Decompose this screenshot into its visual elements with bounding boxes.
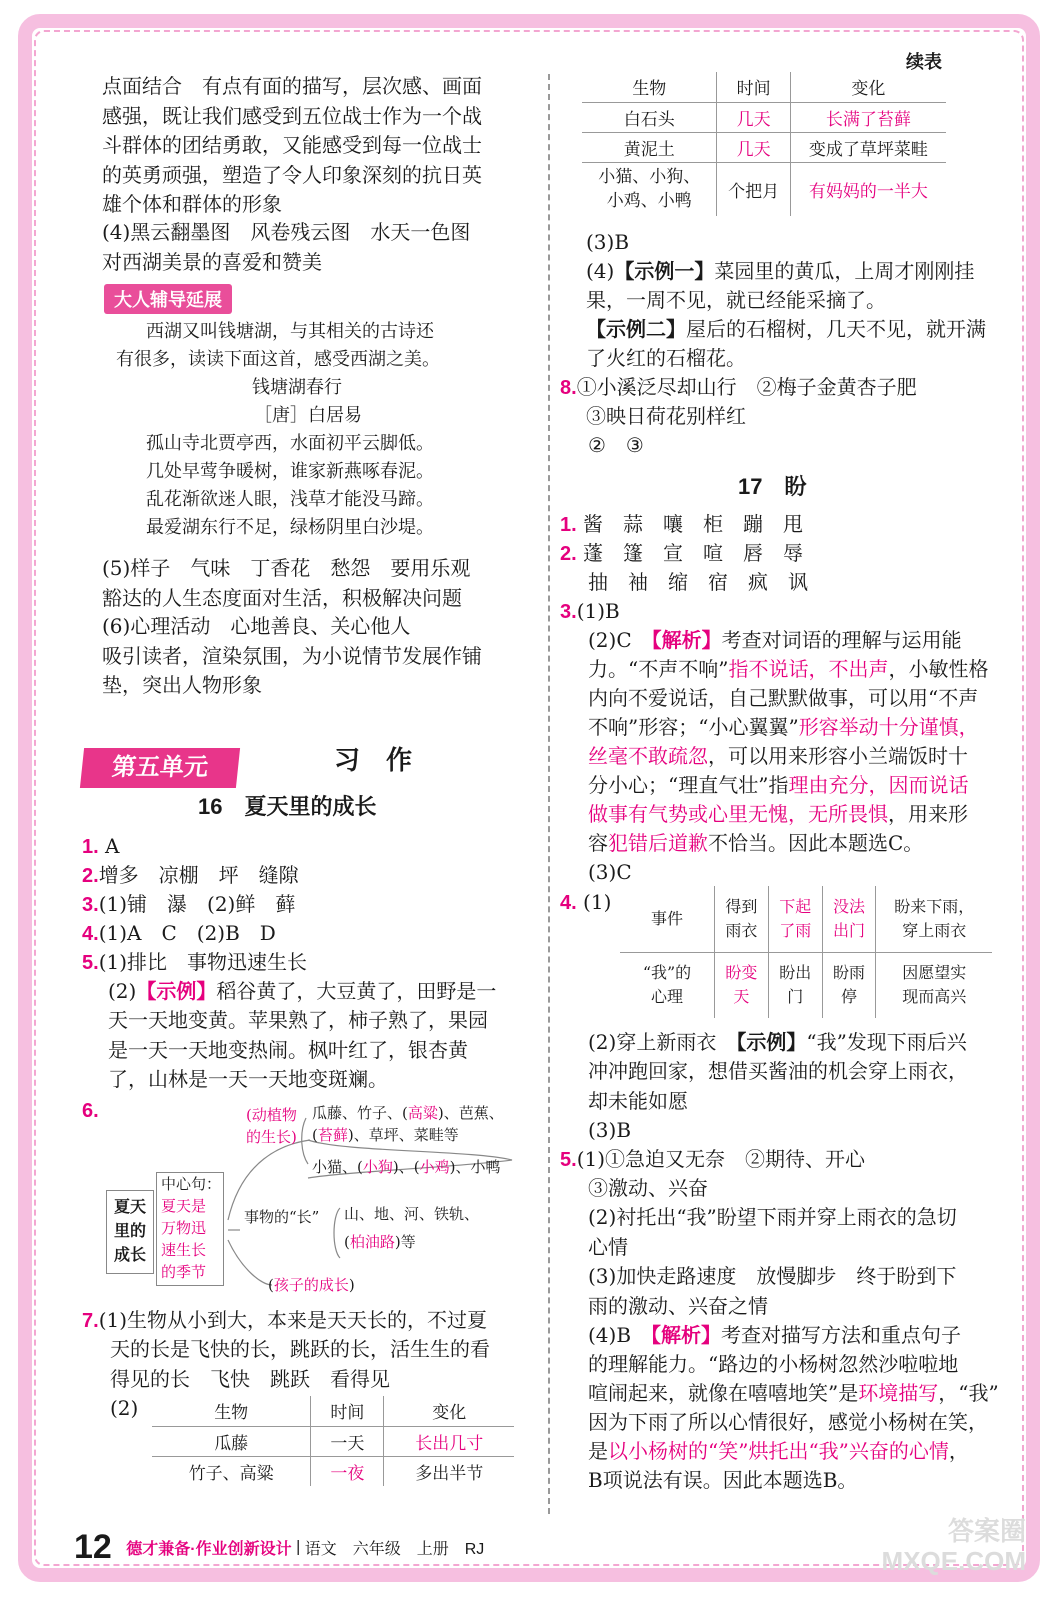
subject-info: 语文 六年级 上册 RJ bbox=[304, 1541, 485, 1558]
watermark: 答案圈 MXQE.COM bbox=[881, 1516, 1026, 1576]
text: )、( bbox=[392, 1158, 420, 1176]
text: ( bbox=[268, 1276, 274, 1294]
q-number: 4. bbox=[560, 892, 577, 914]
table-cell: 盼雨 停 bbox=[822, 952, 876, 1018]
r-q3-8 bbox=[588, 800, 968, 830]
table-cell: 黄泥土 bbox=[582, 132, 717, 162]
highlight: 做事有气势或心里无愧，无所畏惧 bbox=[588, 802, 888, 826]
q7-2-label: (2) bbox=[110, 1396, 139, 1420]
example-tag: 【示例二】 bbox=[586, 317, 686, 341]
left-para1 bbox=[102, 72, 482, 220]
text-line: 雄个体和群体的形象 bbox=[102, 192, 282, 216]
table-cell: 瓜藤 bbox=[152, 1426, 311, 1456]
r-q5f: 的理解能力。“路边的小杨树忽然沙啦啦地 bbox=[588, 1352, 959, 1376]
branch-1-label bbox=[246, 1104, 297, 1148]
q-answer: 蓬 篷 宣 喧 唇 辱 bbox=[583, 541, 804, 565]
branch-2-items bbox=[344, 1200, 479, 1256]
q-number: 1. bbox=[560, 514, 577, 536]
table-cell: 一夜 bbox=[311, 1456, 384, 1486]
branch-1-animals bbox=[312, 1156, 500, 1178]
r-q5h: 因为下雨了所以心情很好，感觉小杨树在笑， bbox=[588, 1410, 988, 1434]
table-head: 变化 bbox=[790, 72, 946, 102]
text: ， bbox=[948, 1439, 969, 1463]
answer: 小鸡 bbox=[419, 1158, 450, 1176]
text-line: 感强，既让我们感受到五位战士作为一个战 bbox=[102, 103, 482, 128]
text-line: 里的 bbox=[113, 1221, 146, 1240]
lesson-16-title: 16 夏天里的成长 bbox=[198, 794, 377, 819]
q-answer: (1)B bbox=[576, 599, 620, 623]
unit-tag: 第五单元 bbox=[80, 748, 240, 788]
text: ，“我” bbox=[938, 1381, 999, 1405]
highlight: 指不说话，不出声 bbox=[728, 657, 889, 681]
text-line: 斗群体的团结勇敢，又能感受到每一位战士 bbox=[102, 133, 482, 157]
q6-number bbox=[82, 1096, 99, 1127]
q5 bbox=[82, 948, 307, 979]
r-q4 bbox=[560, 888, 611, 919]
page-number: 12 bbox=[74, 1528, 112, 1566]
text-line: 夏天是 bbox=[161, 1197, 207, 1215]
table-growth-2 bbox=[582, 72, 946, 216]
text: “我”发现下雨后兴 bbox=[806, 1030, 967, 1054]
q-number: 5. bbox=[82, 952, 99, 974]
q-number: 4. bbox=[82, 923, 99, 945]
r-q5c bbox=[588, 1203, 957, 1262]
text: 分小心；“理直气壮”指 bbox=[588, 773, 789, 797]
text: (4)B bbox=[588, 1323, 652, 1347]
r-q5d bbox=[588, 1262, 956, 1321]
unit-title: 习 作 bbox=[334, 745, 413, 775]
analysis-tag: 【解析】 bbox=[651, 1323, 722, 1347]
text: (4) bbox=[586, 259, 615, 283]
text-line: 了，山林是一天一天地变斑斓。 bbox=[108, 1067, 388, 1091]
text: 稻谷黄了，大豆黄了，田野是一 bbox=[216, 979, 497, 1003]
q-answer: (1)铺 瀑 (2)鲜 藓 bbox=[98, 892, 296, 916]
ext-intro bbox=[146, 318, 434, 346]
text-line: 雨的激动、兴奋之情 bbox=[588, 1293, 768, 1318]
r-q3-4: 内向不爱说话，自己默默做事，可以用“不声 bbox=[588, 686, 979, 710]
table-cell: 得到 雨衣 bbox=[715, 886, 769, 952]
text-line: 天一天地变黄。苹果熟了，柿子熟了，果园 bbox=[108, 1008, 488, 1032]
table-cell: 多出半节 bbox=[384, 1456, 514, 1486]
r-q3-10: (3)C bbox=[588, 860, 632, 884]
text-line: (动植物 bbox=[246, 1106, 297, 1124]
table-events bbox=[620, 886, 992, 1018]
table-cell: 长出几寸 bbox=[384, 1426, 514, 1456]
table-cell: 小猫、小狗、 小鸡、小鸭 bbox=[582, 162, 717, 216]
q-answer: (1)生物从小到大，本来是天天长的，不过夏 bbox=[98, 1308, 488, 1332]
column-divider bbox=[548, 74, 550, 1514]
text-line: 山、地、河、铁轨、 bbox=[344, 1205, 480, 1223]
table-cell: 个把月 bbox=[717, 162, 790, 216]
q-number: 8. bbox=[560, 377, 577, 399]
text-line: 对西湖美景的喜爱和赞美 bbox=[102, 249, 322, 274]
text: )、小鸭 bbox=[449, 1158, 501, 1176]
table-head: 时间 bbox=[717, 72, 790, 102]
example-tag: 【示例】 bbox=[136, 979, 217, 1003]
table-head: 生物 bbox=[582, 72, 717, 102]
map-root bbox=[106, 1190, 154, 1274]
text: ) bbox=[348, 1276, 355, 1294]
table-cell: “我”的 心理 bbox=[620, 952, 715, 1018]
r-q3-7 bbox=[588, 771, 968, 801]
example-tag: 【示例一】 bbox=[614, 259, 715, 283]
answer: 苔藓 bbox=[317, 1126, 348, 1144]
answer: 高粱 bbox=[407, 1104, 438, 1122]
text: ，可以用来形容小兰端饭时十 bbox=[708, 744, 968, 768]
q-number: 2. bbox=[82, 865, 99, 887]
q-answer: (1)排比 事物迅速生长 bbox=[98, 950, 308, 974]
example-tag: 【示例】 bbox=[736, 1030, 807, 1054]
q8c: ② ③ bbox=[588, 433, 644, 457]
text: )、芭蕉、 bbox=[437, 1104, 504, 1122]
r-answer-4c bbox=[586, 315, 986, 345]
text-line: 是一天一天地变热闹。枫叶红了，银杏黄 bbox=[108, 1037, 468, 1062]
q-answer: (1)A C (2)B D bbox=[98, 921, 276, 945]
q-answer: (1) bbox=[583, 890, 612, 914]
table-cell: 因愿望实 现而高兴 bbox=[876, 952, 992, 1018]
r-q4-3: (3)B bbox=[588, 1118, 632, 1142]
table-head: 变化 bbox=[384, 1396, 514, 1426]
text-line: 的季节 bbox=[161, 1263, 207, 1281]
text-line: 却未能如愿 bbox=[588, 1088, 688, 1113]
text: 小猫、( bbox=[312, 1158, 363, 1176]
q4 bbox=[82, 919, 276, 950]
r-q5j: B项说法有误。因此本题选B。 bbox=[588, 1468, 858, 1492]
q-number: 2. bbox=[560, 543, 577, 565]
r-q3 bbox=[560, 597, 620, 628]
text-line: 垫，突出人物形象 bbox=[102, 673, 262, 697]
text-line: 点面结合 有点有面的描写，层次感、画面 bbox=[102, 74, 482, 98]
r-q5e bbox=[588, 1321, 961, 1351]
text: ( bbox=[344, 1233, 350, 1251]
text: 力。“不声不响” bbox=[588, 657, 729, 681]
highlight: 犯错后道歉 bbox=[608, 831, 708, 855]
table-cell: 盼变 天 bbox=[715, 952, 769, 1018]
continued-label: 续表 bbox=[906, 52, 942, 72]
r-q5i bbox=[588, 1437, 969, 1467]
text-line: 夏天 bbox=[113, 1197, 146, 1216]
text-line: 万物迅 bbox=[161, 1219, 207, 1237]
text: 不响”形容；“小心翼翼” bbox=[588, 715, 799, 739]
r-q3-2 bbox=[588, 626, 962, 656]
text-line: (3)加快走路速度 放慢脚步 终于盼到下 bbox=[588, 1264, 957, 1288]
text: ( bbox=[312, 1126, 318, 1144]
table-cell: 竹子、高粱 bbox=[152, 1456, 311, 1486]
branch-1-items bbox=[312, 1102, 504, 1146]
r-q2 bbox=[560, 539, 803, 570]
table-cell: 白石头 bbox=[582, 102, 717, 132]
r-q2b: 抽 袖 缩 宿 疯 讽 bbox=[588, 570, 808, 594]
table-cell: 变成了草坪菜畦 bbox=[790, 132, 946, 162]
r-answer-3: (3)B bbox=[586, 230, 630, 254]
highlight: 形容举动十分谨慎， bbox=[798, 715, 979, 739]
text-line: (6)心理活动 心地善良、关心他人 bbox=[102, 614, 411, 638]
table-cell: 长满了苔藓 bbox=[790, 102, 946, 132]
text: (2)穿上新雨衣 bbox=[588, 1030, 737, 1054]
r-answer-4b: 果，一周不见，就已经能采摘了。 bbox=[586, 288, 886, 312]
center-label: 中心句： bbox=[161, 1175, 222, 1193]
highlight: 环境描写 bbox=[858, 1381, 939, 1405]
text: 是 bbox=[588, 1439, 608, 1463]
r-answer-4d: 了火红的石榴花。 bbox=[586, 346, 746, 370]
text-line: 西湖又叫钱塘湖，与其相关的古诗还 bbox=[146, 321, 434, 342]
poem-line: 最爱湖东行不足，绿杨阴里白沙堤。 bbox=[146, 517, 434, 538]
text-line: 的英勇顽强，塑造了令人印象深刻的抗日英 bbox=[102, 162, 482, 187]
q-number: 3. bbox=[82, 894, 99, 916]
answer: 柏油路 bbox=[349, 1233, 395, 1251]
footer bbox=[74, 1528, 484, 1567]
answer-6 bbox=[102, 612, 482, 701]
analysis-tag: 【解析】 bbox=[651, 628, 722, 652]
text-line: 成长 bbox=[113, 1245, 146, 1264]
q2 bbox=[82, 861, 299, 892]
text-line: (4)黑云翻墨图 风卷残云图 水天一色图 bbox=[102, 220, 471, 244]
q-number: 5. bbox=[560, 1149, 577, 1171]
highlight: 理由充分，因而说话 bbox=[788, 773, 969, 797]
q-answer: 酱 蒜 嚷 柜 蹦 甩 bbox=[583, 512, 804, 536]
text: )等 bbox=[394, 1233, 416, 1251]
r-q4-2-cont bbox=[588, 1057, 968, 1116]
r-q3-6 bbox=[588, 742, 968, 772]
text: (2) bbox=[108, 979, 137, 1003]
table-growth-1 bbox=[152, 1396, 514, 1486]
r-answer-4 bbox=[586, 257, 974, 287]
answer: 孩子的成长 bbox=[273, 1276, 349, 1294]
text-line: 冲冲跑回家，想借买酱油的机会穿上雨衣， bbox=[588, 1059, 968, 1083]
text: 瓜藤、竹子、( bbox=[312, 1104, 408, 1122]
text-line: 的生长) bbox=[246, 1128, 297, 1146]
table-cell: 盼来下雨， 穿上雨衣 bbox=[876, 886, 992, 952]
r-q5g bbox=[588, 1379, 999, 1409]
highlight: 以小杨树的“笑”烘托出“我”兴奋的心情 bbox=[608, 1439, 949, 1463]
r-q5 bbox=[560, 1145, 865, 1176]
map-center bbox=[156, 1172, 224, 1286]
q-answer: ①小溪泛尽却山行 ②梅子金黄杏子肥 bbox=[576, 375, 917, 399]
q-answer: A bbox=[105, 834, 120, 858]
text: 考查对描写方法和重点句子 bbox=[721, 1323, 962, 1347]
text: (2)C bbox=[588, 628, 652, 652]
r-q3-3 bbox=[588, 655, 988, 685]
text: 菜园里的黄瓜，上周才刚刚挂 bbox=[714, 259, 975, 283]
r-q3-9 bbox=[588, 829, 923, 859]
table-head: 生物 bbox=[152, 1396, 311, 1426]
poem-line: 孤山寺北贾亭西，水面初平云脚低。 bbox=[146, 433, 434, 454]
q8 bbox=[560, 373, 917, 404]
poem-author: ［唐］白居易 bbox=[254, 405, 362, 426]
text: )、草坪、菜畦等 bbox=[347, 1126, 459, 1144]
r-q5b: ③激动、兴奋 bbox=[588, 1176, 708, 1200]
table-cell: 一天 bbox=[311, 1426, 384, 1456]
q3 bbox=[82, 890, 295, 921]
table-cell: 下起 了雨 bbox=[768, 886, 822, 952]
q-answer: 增多 凉棚 坪 缝隙 bbox=[98, 863, 299, 887]
table-cell: 几天 bbox=[717, 132, 790, 162]
lesson-17-title: 17 盼 bbox=[738, 474, 807, 499]
q7-cont bbox=[110, 1335, 490, 1394]
text-line: 豁达的人生态度面对生活，积极解决问题 bbox=[102, 585, 462, 610]
extension-tag: 大人辅导延展 bbox=[104, 284, 232, 314]
poem-body bbox=[146, 430, 434, 542]
text: 容 bbox=[588, 831, 608, 855]
table-head: 时间 bbox=[311, 1396, 384, 1426]
text: 考查对词语的理解与运用能 bbox=[721, 628, 962, 652]
highlight: 丝毫不敢疏忽 bbox=[588, 744, 708, 768]
table-cell: 几天 bbox=[717, 102, 790, 132]
q5-2-cont bbox=[108, 1006, 488, 1095]
poem-title: 钱塘湖春行 bbox=[252, 377, 342, 398]
branch-2-label: 事物的“长” bbox=[244, 1208, 320, 1226]
r-q4-2 bbox=[588, 1028, 967, 1058]
q7 bbox=[82, 1306, 487, 1337]
r-q3-5 bbox=[588, 713, 979, 743]
text: ，小敏性格 bbox=[888, 657, 989, 681]
text-line: (5)样子 气味 丁香花 愁怨 要用乐观 bbox=[102, 556, 471, 580]
text: 屋后的石榴树，几天不见，就开满 bbox=[686, 317, 986, 341]
table-cell: 没法 出门 bbox=[822, 886, 876, 952]
ext-intro-2: 有很多，读读下面这首，感受西湖之美。 bbox=[116, 349, 440, 370]
q1 bbox=[82, 832, 120, 863]
footer-divider: | bbox=[296, 1538, 301, 1556]
poem-line: 几处早莺争暖树，谁家新燕啄春泥。 bbox=[146, 461, 434, 482]
brand: 德才兼备·作业创新设计 bbox=[126, 1541, 292, 1558]
q-number: 7. bbox=[82, 1310, 99, 1332]
table-cell: 事件 bbox=[620, 886, 715, 952]
branch-3 bbox=[268, 1274, 355, 1295]
q8b: ③映日荷花别样红 bbox=[586, 404, 746, 428]
table-cell: 有妈妈的一半大 bbox=[790, 162, 946, 216]
text-line: 得见的长 飞快 跳跃 看得见 bbox=[110, 1366, 390, 1391]
q5-2 bbox=[108, 977, 496, 1007]
poem-line: 乱花渐欲迷人眼，浅草才能没马蹄。 bbox=[146, 489, 434, 510]
answer-4 bbox=[102, 218, 470, 277]
text-line: 吸引读者，渲染氛围，为小说情节发展作铺 bbox=[102, 643, 482, 668]
answer-5 bbox=[102, 554, 470, 613]
text: 喧闹起来，就像在嘻嘻地笑”是 bbox=[588, 1381, 859, 1405]
text-line: (2)衬托出“我”盼望下雨并穿上雨衣的急切 bbox=[588, 1205, 957, 1229]
table-cell: 盼出 门 bbox=[768, 952, 822, 1018]
r-q1 bbox=[560, 510, 803, 541]
q-number: 6. bbox=[82, 1100, 99, 1122]
q-number: 1. bbox=[82, 836, 99, 858]
q-number: 3. bbox=[560, 601, 577, 623]
text: ，用来形 bbox=[888, 802, 968, 826]
text-line: 心情 bbox=[588, 1234, 628, 1259]
text: 不恰当。因此本题选C。 bbox=[708, 831, 924, 855]
q-answer: (1)①急迫又无奈 ②期待、开心 bbox=[576, 1147, 866, 1171]
answer: 小狗 bbox=[362, 1158, 393, 1176]
text-line: 天的长是飞快的长，跳跃的长，活生生的看 bbox=[110, 1337, 490, 1361]
text-line: 速生长 bbox=[161, 1241, 207, 1259]
